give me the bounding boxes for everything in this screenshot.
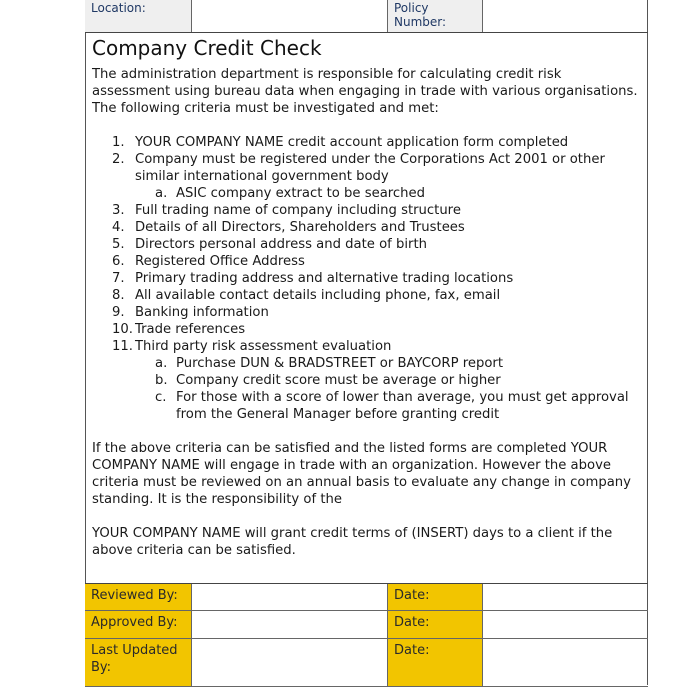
policy-number-label: Policy Number:: [388, 0, 483, 32]
reviewed-date-field[interactable]: [483, 584, 648, 611]
last-updated-date-label: Date:: [388, 639, 483, 686]
list-item: 9. Banking information: [112, 305, 269, 320]
location-field[interactable]: [192, 0, 388, 32]
list-item: 1. YOUR COMPANY NAME credit account application form completed: [112, 135, 569, 150]
page-title: Company Credit Check: [92, 36, 322, 60]
approved-date-field[interactable]: [483, 611, 648, 639]
conditions-paragraph: If the above criteria can be satisfied and the listed forms are completed YOUR COMPANY NAME will engage in trade with an organization. However the above criteria must be reviewed on an annual basis to evaluate any change in company standing. It is the responsibility of the: [92, 441, 631, 507]
last-updated-by-field[interactable]: [192, 639, 388, 686]
list-item: 4. Details of all Directors, Shareholders and Trustees: [112, 220, 465, 235]
policy-number-field[interactable]: [483, 0, 648, 32]
location-label: Location:: [85, 0, 192, 32]
sub-list-item: c. For those with a score of lower than average, you must get approval from the General Manager before granting credit: [155, 390, 629, 422]
sub-list-item: a. Purchase DUN & BRADSTREET or BAYCORP report: [155, 356, 503, 371]
reviewed-date-label: Date:: [388, 584, 483, 611]
document-body: [92, 36, 642, 559]
list-item: 11. Third party risk assessment evaluation: [112, 339, 392, 354]
criteria-list: [92, 134, 642, 423]
list-item: 10. Trade references: [112, 322, 246, 337]
list-item: 6. Registered Office Address: [112, 254, 305, 269]
list-item: 5. Directors personal address and date of birth: [112, 237, 427, 252]
sub-list-item: a. ASIC company extract to be searched: [155, 186, 426, 201]
reviewed-by-field[interactable]: [192, 584, 388, 611]
list-item: 2. Company must be registered under the Corporations Act 2001 or other similar international government body: [112, 152, 605, 184]
approved-date-label: Date:: [388, 611, 483, 639]
last-updated-by-label: Last Updated By:: [85, 639, 192, 686]
list-item: 3. Full trading name of company including structure: [112, 203, 461, 218]
list-item: 8. All available contact details including phone, fax, email: [112, 288, 501, 303]
reviewed-by-label: Reviewed By:: [85, 584, 192, 611]
credit-terms-paragraph: YOUR COMPANY NAME will grant credit terms of (INSERT) days to a client if the above criteria can be satisfied.: [92, 526, 613, 558]
sub-list-item: b. Company credit score must be average or higher: [155, 373, 501, 388]
list-item: 7. Primary trading address and alternative trading locations: [112, 271, 514, 286]
intro-paragraph: The administration department is responsible for calculating credit risk assessment using bureau data when engaging in trade with various organisations. The following criteria must be investigated and met:: [92, 67, 638, 116]
last-updated-date-field[interactable]: [483, 639, 648, 686]
header-table: [85, 0, 648, 33]
approved-by-field[interactable]: [192, 611, 388, 639]
approval-table: [85, 583, 648, 687]
approved-by-label: Approved By:: [85, 611, 192, 639]
